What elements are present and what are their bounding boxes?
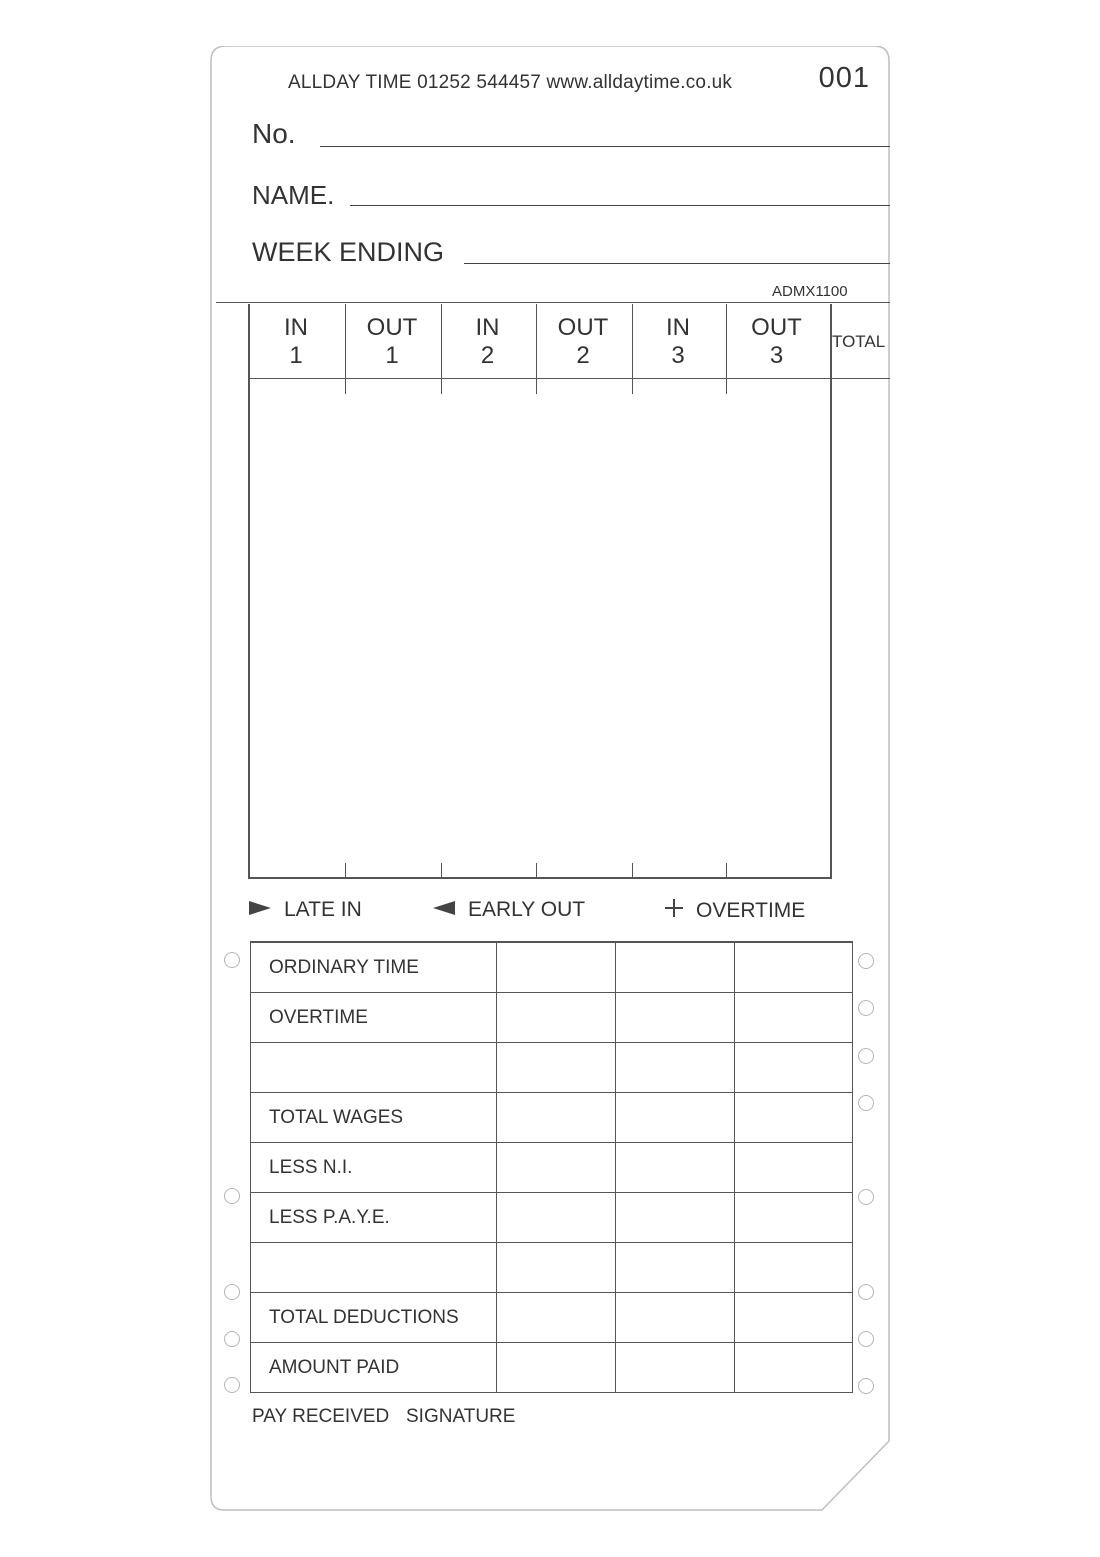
late-in-label: LATE IN	[284, 898, 362, 921]
pay-row-label: TOTAL WAGES	[251, 1093, 497, 1143]
pay-amount-cell[interactable]	[616, 1093, 735, 1143]
pay-amount-cell[interactable]	[735, 1043, 853, 1093]
name-label: NAME.	[252, 180, 335, 210]
column-out-1: OUT 1	[366, 314, 418, 369]
pay-amount-cell[interactable]	[735, 1243, 853, 1293]
punch-hole	[858, 1378, 874, 1394]
punch-hole	[224, 1331, 240, 1347]
pay-amount-cell[interactable]	[616, 942, 735, 993]
overtime-label: OVERTIME	[696, 899, 806, 922]
pay-amount-cell[interactable]	[735, 1193, 853, 1243]
legend-overtime	[664, 898, 805, 924]
grid-tick	[441, 863, 442, 877]
signature-label: SIGNATURE	[406, 1406, 516, 1427]
no-label: No.	[252, 118, 296, 149]
grid-tick	[726, 863, 727, 877]
pay-row-label: AMOUNT PAID	[251, 1343, 497, 1393]
pay-amount-cell[interactable]	[497, 1243, 616, 1293]
pay-amount-cell[interactable]	[497, 1343, 616, 1393]
column-in-2: IN 2	[475, 314, 500, 369]
punch-hole	[858, 1331, 874, 1347]
punch-hole	[224, 1284, 240, 1300]
pay-table-row	[251, 1343, 853, 1393]
pay-table-row	[251, 1043, 853, 1093]
pay-row-label: OVERTIME	[251, 993, 497, 1043]
pay-amount-cell[interactable]	[735, 1093, 853, 1143]
punch-hole	[858, 1095, 874, 1111]
pay-table-row	[251, 1293, 853, 1343]
pay-amount-cell[interactable]	[616, 1343, 735, 1393]
pay-summary-table	[250, 941, 853, 1393]
form-code: ADMX1100	[772, 283, 848, 300]
pay-row-label: LESS P.A.Y.E.	[251, 1193, 497, 1243]
late-in-arrow-icon	[248, 898, 272, 922]
punch-hole	[858, 1284, 874, 1300]
pay-amount-cell[interactable]	[616, 1043, 735, 1093]
pay-amount-cell[interactable]	[497, 1293, 616, 1343]
pay-amount-cell[interactable]	[497, 1193, 616, 1243]
week-ending-label: WEEK ENDING	[252, 237, 445, 267]
punch-hole	[858, 953, 874, 969]
punch-hole	[858, 1189, 874, 1205]
column-out-2: OUT 2	[557, 314, 609, 369]
company-contact-line: ALLDAY TIME 01252 544457 www.alldaytime.co.uk	[288, 72, 733, 93]
grid-tick	[536, 863, 537, 877]
pay-amount-cell[interactable]	[735, 1343, 853, 1393]
pay-table-row	[251, 942, 853, 993]
name-field[interactable]	[350, 205, 890, 206]
punch-hole	[858, 1048, 874, 1064]
week-ending-field[interactable]	[464, 263, 890, 264]
pay-amount-cell[interactable]	[497, 1093, 616, 1143]
pay-amount-cell[interactable]	[735, 1293, 853, 1343]
punch-hole	[224, 1188, 240, 1204]
column-total: TOTAL	[832, 332, 886, 351]
pay-amount-cell[interactable]	[616, 1193, 735, 1243]
pay-table-row	[251, 1093, 853, 1143]
pay-amount-cell[interactable]	[497, 1043, 616, 1093]
pay-table-row	[251, 1193, 853, 1243]
no-field[interactable]	[320, 146, 890, 147]
pay-amount-cell[interactable]	[616, 1293, 735, 1343]
pay-table-row	[251, 1243, 853, 1293]
pay-amount-cell[interactable]	[735, 993, 853, 1043]
early-out-arrow-icon	[432, 898, 456, 922]
pay-amount-cell[interactable]	[497, 1143, 616, 1193]
grid-tick	[345, 863, 346, 877]
grid-tick	[632, 863, 633, 877]
pay-table-row	[251, 993, 853, 1043]
pay-amount-cell[interactable]	[616, 1143, 735, 1193]
pay-row-label: ORDINARY TIME	[251, 942, 497, 993]
column-out-3: OUT 3	[751, 314, 802, 369]
pay-table-row	[251, 1143, 853, 1193]
pay-amount-cell[interactable]	[735, 1143, 853, 1193]
pay-row-label	[251, 1043, 497, 1093]
pay-row-label: LESS N.I.	[251, 1143, 497, 1193]
column-in-1: IN 1	[284, 314, 308, 369]
card-serial-number: 001	[818, 62, 870, 94]
pay-amount-cell[interactable]	[616, 1243, 735, 1293]
legend-early-out	[432, 898, 585, 922]
column-in-3: IN 3	[666, 314, 690, 369]
punch-hole	[858, 1000, 874, 1016]
punch-hole	[224, 1377, 240, 1393]
pay-amount-cell[interactable]	[735, 942, 853, 993]
pay-received-label: PAY RECEIVED	[252, 1406, 390, 1427]
section-divider	[216, 302, 890, 303]
legend-late-in	[248, 898, 362, 922]
pay-amount-cell[interactable]	[616, 993, 735, 1043]
time-card	[210, 46, 890, 1512]
time-grid[interactable]	[248, 304, 832, 879]
punch-hole	[224, 952, 240, 968]
overtime-plus-icon	[664, 898, 684, 924]
pay-amount-cell[interactable]	[497, 942, 616, 993]
grid-header	[248, 304, 888, 380]
early-out-label: EARLY OUT	[468, 898, 586, 921]
pay-row-label: TOTAL DEDUCTIONS	[251, 1293, 497, 1343]
pay-amount-cell[interactable]	[497, 993, 616, 1043]
pay-row-label	[251, 1243, 497, 1293]
